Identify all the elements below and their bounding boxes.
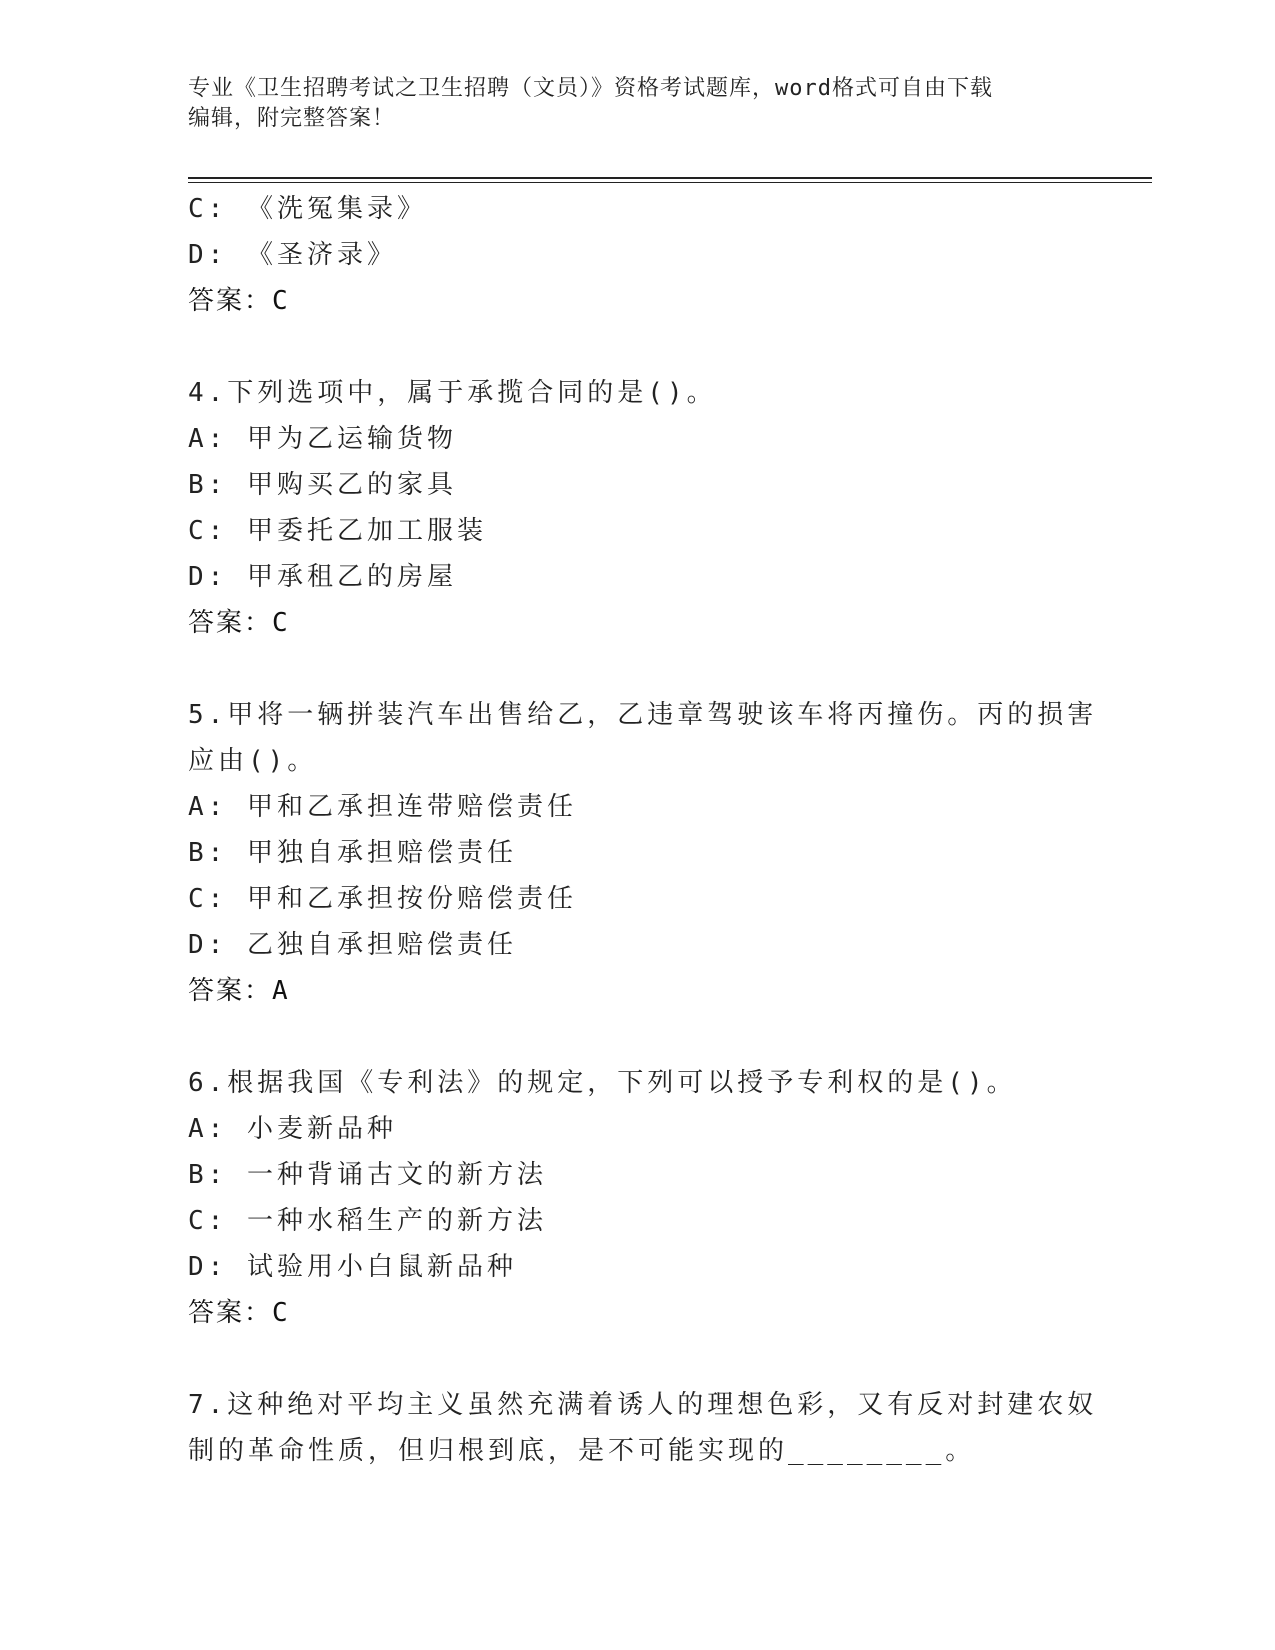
answer-label: 答案： (188, 1298, 273, 1328)
question-5-option-c: C: 甲和乙承担按份赔偿责任 (188, 884, 577, 914)
header-divider-thin (188, 182, 1152, 183)
document-header (188, 74, 1088, 134)
answer-value: C (272, 286, 290, 316)
spacer (188, 1014, 1108, 1060)
question-5-stem-line-1: 5.甲将一辆拼装汽车出售给乙，乙违章驾驶该车将丙撞伤。丙的损害 (188, 700, 1098, 730)
question-5 (188, 692, 1108, 1014)
header-title-line-2: 编辑，附完整答案！ (188, 106, 396, 131)
header-divider-thick (188, 177, 1152, 179)
question-5-option-a: A: 甲和乙承担连带赔偿责任 (188, 792, 577, 822)
question-list (188, 186, 1108, 1474)
question-4-stem: 4.下列选项中，属于承揽合同的是()。 (188, 378, 717, 408)
spacer (188, 1336, 1108, 1382)
question-3-option-d: D: 《圣济录》 (188, 240, 397, 270)
question-6-option-b: B: 一种背诵古文的新方法 (188, 1160, 547, 1190)
question-4-option-b: B: 甲购买乙的家具 (188, 470, 457, 500)
answer-value: C (272, 1298, 290, 1328)
question-7-stem-line-1: 7.这种绝对平均主义虽然充满着诱人的理想色彩，又有反对封建农奴 (188, 1390, 1098, 1420)
spacer (188, 324, 1108, 370)
answer-label: 答案： (188, 286, 273, 316)
question-5-answer (188, 968, 1108, 1014)
answer-value: A (272, 976, 290, 1006)
answer-label: 答案： (188, 976, 273, 1006)
question-3-option-c: C: 《洗冤集录》 (188, 194, 427, 224)
question-6-stem: 6.根据我国《专利法》的规定，下列可以授予专利权的是()。 (188, 1068, 1017, 1098)
question-3-answer (188, 278, 1108, 324)
question-4-option-d: D: 甲承租乙的房屋 (188, 562, 457, 592)
question-6-option-d: D: 试验用小白鼠新品种 (188, 1252, 517, 1282)
question-3-continued (188, 186, 1108, 324)
header-title-line-1: 专业《卫生招聘考试之卫生招聘（文员）》资格考试题库，word格式可自由下载 (188, 76, 993, 101)
question-7 (188, 1382, 1108, 1474)
question-5-option-b: B: 甲独自承担赔偿责任 (188, 838, 517, 868)
question-4 (188, 370, 1108, 646)
question-6 (188, 1060, 1108, 1336)
question-6-option-c: C: 一种水稻生产的新方法 (188, 1206, 547, 1236)
question-6-option-a: A: 小麦新品种 (188, 1114, 397, 1144)
question-4-option-a: A: 甲为乙运输货物 (188, 424, 457, 454)
answer-label: 答案： (188, 608, 273, 638)
question-7-stem-line-2: 制的革命性质，但归根到底，是不可能实现的________。 (188, 1436, 976, 1466)
question-4-option-c: C: 甲委托乙加工服装 (188, 516, 487, 546)
question-5-option-d: D: 乙独自承担赔偿责任 (188, 930, 517, 960)
question-6-answer (188, 1290, 1108, 1336)
answer-value: C (272, 608, 290, 638)
question-4-answer (188, 600, 1108, 646)
spacer (188, 646, 1108, 692)
question-5-stem-line-2: 应由()。 (188, 746, 318, 776)
